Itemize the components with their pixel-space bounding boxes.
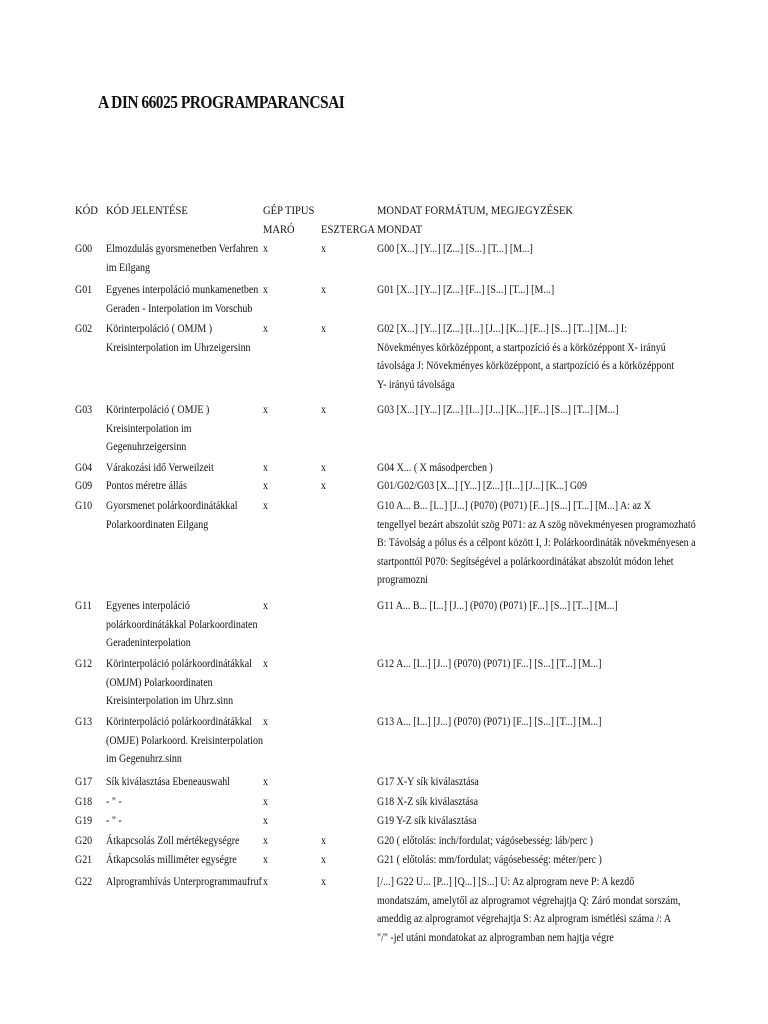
row-maro-mark: x [263,853,268,866]
row-code: G13 [75,715,93,728]
row-format-line: G18 X-Z sík kiválasztása [377,795,479,808]
row-maro-mark: x [263,242,268,255]
row-format-line: startponttól P070: Segítségével a polárkoordinátákat abszolút módon lehet [377,554,674,568]
row-description-line: (OMJM) Polarkoordinaten [106,675,213,689]
row-format-line: G12 A... [I...] [J...] (P070) (P071) [F...] [S...] [T...] [M...] [377,657,602,670]
row-description-line: - " - [106,814,122,827]
row-description [106,401,209,457]
row-format-line: G11 A... B... [I...] [J...] (P070) (P071) [F...] [S...] [T...] [M...] [377,599,618,612]
row-eszterga-mark: x [321,875,326,888]
row-description [106,497,238,534]
row-code: G00 [75,242,93,255]
row-description-line: Geradeninterpolation [106,636,191,649]
row-description-line: Kreisinterpolation im Uhrzeigersinn [106,340,251,354]
row-description [106,793,122,812]
row-format [377,655,601,674]
row-format-line: G10 A... B... [I...] [J...] (P070) (P071) [F...] [S...] [T...] [M...] A: az X [377,499,652,512]
row-format [377,832,593,851]
row-code: G09 [75,479,93,492]
row-maro-mark: x [263,795,268,808]
row-maro-mark: x [263,403,268,416]
row-description-line: - " - [106,795,122,808]
header-maro: MARÓ [263,222,295,236]
row-format [377,497,696,590]
row-description-line: Várakozási idő Verweilzeit [106,461,214,474]
row-eszterga-mark: x [321,322,326,335]
row-description-line: Alprogramhívás Unterprogrammaufruf [106,875,262,888]
row-description-line: Geraden - Interpolation im Vorschub [106,301,253,315]
row-maro-mark: x [263,499,268,512]
row-eszterga-mark: x [321,403,326,416]
row-maro-mark: x [263,479,268,492]
row-eszterga-mark: x [321,853,326,866]
row-code: G11 [75,599,92,612]
row-description [106,812,122,831]
header-eszterga: ESZTERGA [321,222,375,236]
row-format-line: G13 A... [I...] [J...] (P070) (P071) [F...] [S...] [T...] [M...] [377,715,602,728]
row-format-line: G20 ( előtolás: inch/fordulat; vágósebesség: láb/perc ) [377,834,593,847]
header-gep-tipus: GÉP TIPUS [263,203,315,217]
row-code: G04 [75,461,93,474]
row-format-line: G00 [X...] [Y...] [Z...] [S...] [T...] [M...] [377,242,533,255]
row-maro-mark: x [263,834,268,847]
row-description [106,477,187,496]
row-description-line: im Gegenuhrz.sinn [106,752,182,765]
row-code: G22 [75,875,93,888]
row-maro-mark: x [263,657,268,670]
row-format-line: tengellyel bezárt abszolút szög P071: az A szög növekményesen programozható [377,517,696,531]
row-format-line: G01 [X...] [Y...] [Z...] [F...] [S...] [T...] [M...] [377,283,555,296]
row-description-line: Körinterpoláció polárkoordinátákkal [106,715,252,728]
row-format-line: G21 ( előtolás: mm/fordulat; vágósebesség: méter/perc ) [377,853,602,866]
row-format-line: Y- irányú távolsága [377,377,455,391]
row-description-line: Átkapcsolás Zoll mértékegységre [106,834,240,847]
row-eszterga-mark: x [321,479,326,492]
row-eszterga-mark: x [321,834,326,847]
row-code: G12 [75,657,93,670]
row-description-line: Gyorsmenet polárkoordinátákkal [106,499,238,512]
row-description-line: im Eilgang [106,260,151,274]
row-description-line: Átkapcsolás milliméter egységre [106,853,237,866]
header-mondat: MONDAT [377,222,423,236]
row-description [106,459,214,478]
row-format [377,873,680,947]
row-code: G18 [75,795,93,808]
row-format [377,713,601,732]
row-format [377,240,533,259]
row-description [106,240,258,277]
row-format [377,477,587,496]
row-format-line: B: Távolság a pólus és a célpont között I, J: Polárkoordináták növekményesen a [377,536,696,549]
row-description [106,713,263,769]
row-format-line: mondatszám, amelytől az alprogramot végrehajtja Q: Záró mondat sorszám, [377,893,681,907]
row-format [377,459,493,478]
row-eszterga-mark: x [321,283,326,296]
row-description [106,773,230,792]
row-format [377,851,602,870]
row-description-line: Egyenes interpoláció munkamenetben [106,283,259,296]
row-format-line: "/" -jel utáni mondatokat az alprogramban nem hajtja végre [377,930,614,944]
row-maro-mark: x [263,322,268,335]
row-description-line: Kreisinterpolation im Uhrz.sinn [106,694,234,707]
row-maro-mark: x [263,715,268,728]
row-maro-mark: x [263,775,268,788]
row-format-line: G03 [X...] [Y...] [Z...] [I...] [J...] [K...] [F...] [S...] [T...] [M...] [377,403,619,416]
row-eszterga-mark: x [321,461,326,474]
row-format-line: G19 Y-Z sík kiválasztása [377,814,477,827]
row-code: G21 [75,853,93,866]
header-jelentes: KÓD JELENTÉSE [106,203,188,217]
row-code: G01 [75,283,93,296]
row-description [106,832,239,851]
row-format-line: ameddig az alprogramot végrehajtja S: Az alprogram ismétlési száma /: A [377,912,672,925]
row-maro-mark: x [263,814,268,827]
header-mondat-format: MONDAT FORMÁTUM, MEGJEGYZÉSEK [377,203,574,217]
row-description-line: Körinterpoláció ( OMJM ) [106,322,213,335]
row-description-line: Gegenuhrzeigersinn [106,440,187,453]
row-format [377,793,478,812]
row-description [106,851,237,870]
page-title: A DIN 66025 PROGRAMPARANCSAI [98,92,345,112]
row-maro-mark: x [263,461,268,474]
row-format [377,320,674,394]
row-maro-mark: x [263,283,268,296]
row-description-line: Pontos méretre állás [106,479,187,492]
row-format-line: G01/G02/G03 [X...] [Y...] [Z...] [I...] [J...] [K...] G09 [377,479,588,492]
row-format [377,812,477,831]
row-description-line: Körinterpoláció polárkoordinátákkal [106,657,252,670]
row-description [106,320,251,357]
row-description-line: (OMJE) Polarkoord. Kreisinterpolation [106,733,264,747]
row-format [377,281,554,300]
row-format [377,401,618,420]
row-code: G03 [75,403,93,416]
row-format-line: Növekményes körközéppont, a startpozíció és a körközéppont X- irányú [377,340,666,354]
row-description [106,281,258,318]
row-format-line: G17 X-Y sík kiválasztása [377,775,479,788]
row-code: G10 [75,499,93,512]
row-format [377,597,618,616]
row-description [106,873,262,892]
row-code: G17 [75,775,93,788]
row-format-line: programozni [377,573,428,586]
row-description-line: Körinterpoláció ( OMJE ) [106,403,210,416]
row-description-line: Polarkoordinaten Eilgang [106,517,209,531]
header-kod: KÓD [75,203,98,217]
row-code: G20 [75,834,93,847]
row-description-line: Elmozdulás gyorsmenetben Verfahren [106,242,259,255]
row-description [106,655,252,711]
row-eszterga-mark: x [321,242,326,255]
row-format-line: [/...] G22 U... [P...] [Q...] [S...] U: Az alprogram neve P: A kezdő [377,875,635,888]
row-format-line: távolsága J: Növekményes körközéppont, a startpozíció és a körközéppont [377,359,675,372]
row-description-line: Egyenes interpoláció [106,599,190,612]
row-maro-mark: x [263,599,268,612]
row-description-line: polárkoordinátákkal Polarkoordinaten [106,617,258,631]
row-format-line: G02 [X...] [Y...] [Z...] [I...] [J...] [K...] [F...] [S...] [T...] [M...] I: [377,322,627,335]
row-description-line: Kreisinterpolation im [106,421,192,435]
row-format [377,773,479,792]
row-description-line: Sík kiválasztása Ebeneauswahl [106,775,231,788]
row-code: G19 [75,814,93,827]
row-maro-mark: x [263,875,268,888]
row-code: G02 [75,322,93,335]
row-description [106,597,257,653]
row-format-line: G04 X... ( X másodpercben ) [377,461,493,474]
